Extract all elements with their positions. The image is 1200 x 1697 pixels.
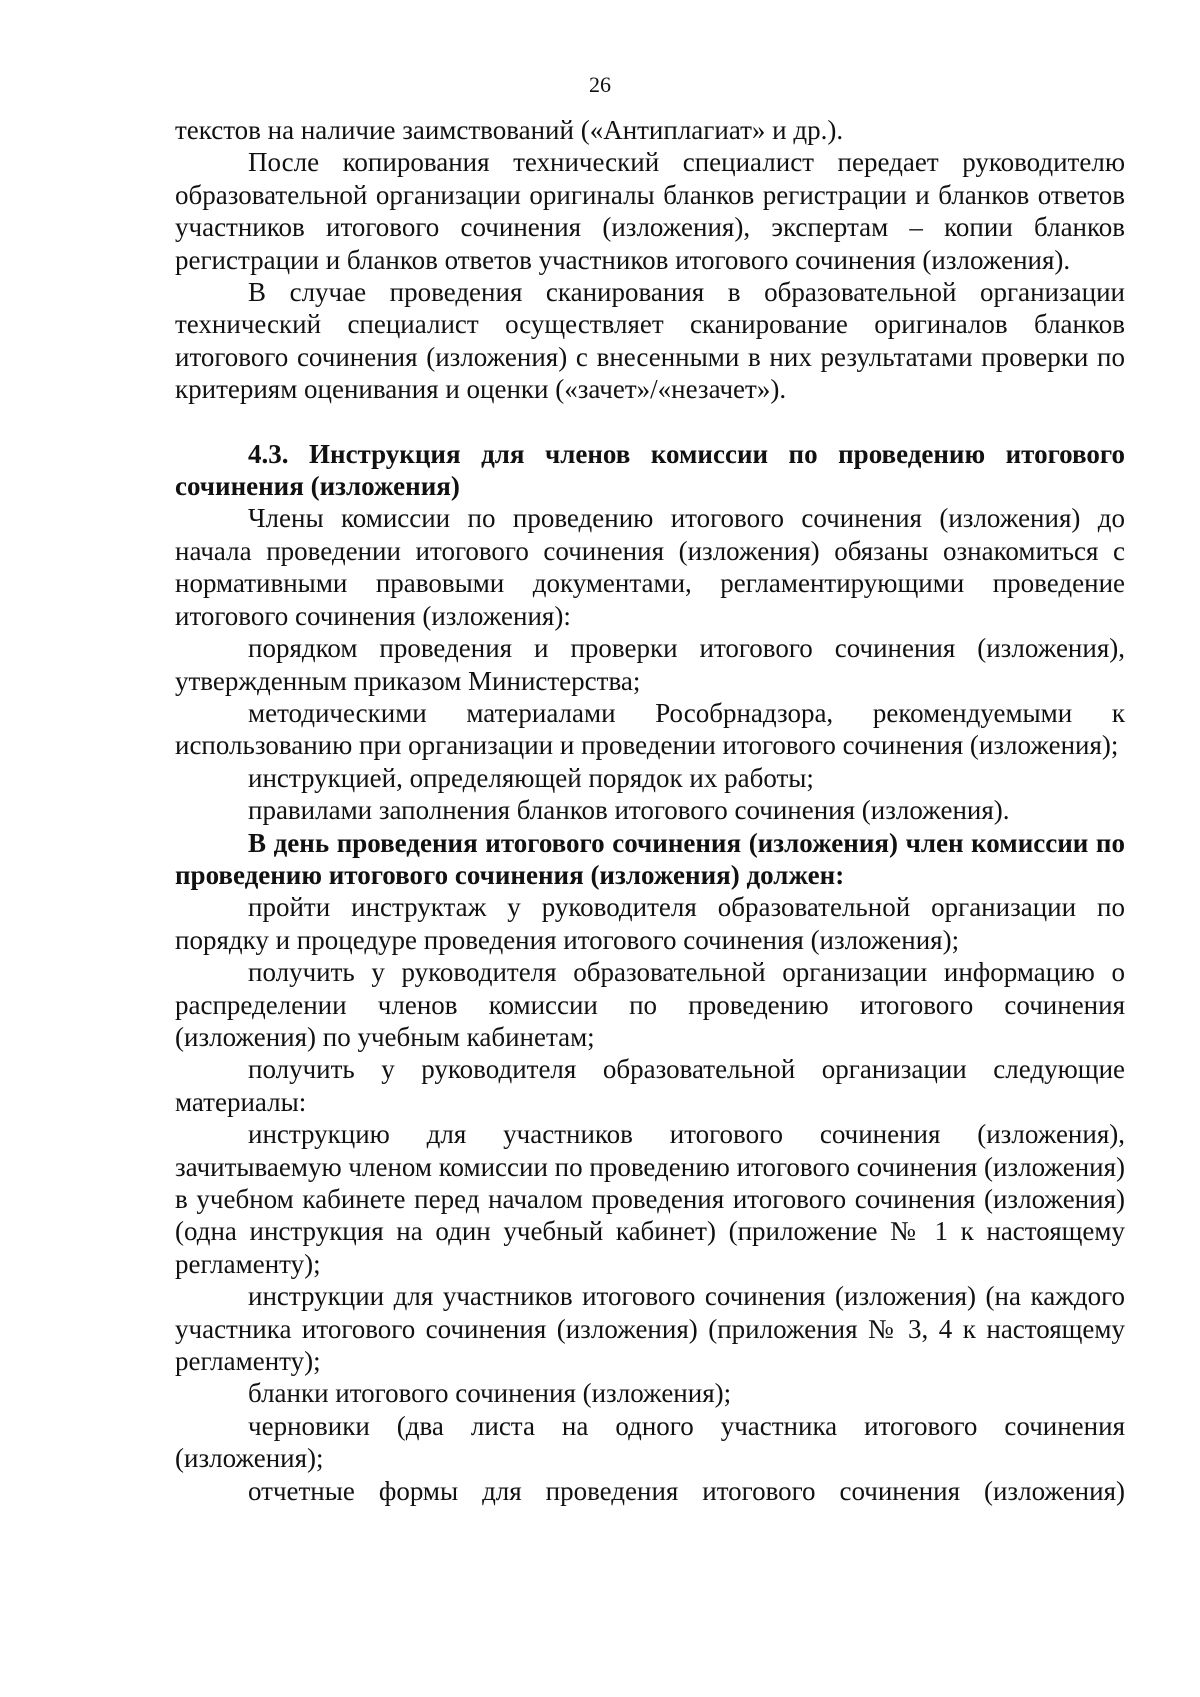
list-item: бланки итогового сочинения (изложения); [248, 1378, 732, 1409]
list-item: инструкцией, определяющей порядок их работы; [248, 762, 814, 793]
paragraph: текстов на наличие заимствований («Антиплагиат» и др.). [175, 115, 844, 145]
list-item: черновики (два листа на одного участника итогового сочинения (изложения); [175, 1410, 1125, 1474]
list-item: отчетные формы для проведения итогового сочинения (изложения) [248, 1475, 1125, 1506]
paragraph: После копирования технический специалист передает руководителю образовательной организации оригиналы бланков регистрации и бланков ответов участников итогового сочинения (изложения), экспертам – копии бланков регистрации и бланков ответов участников итогового сочинения (изложения). [175, 147, 1125, 275]
section-heading: 4.3. Инструкция для членов комиссии по проведению итогового сочинения (изложения) [175, 438, 1125, 502]
list-item: инструкции для участников итогового сочинения (изложения) (на каждого участника итогового сочинения (изложения) (приложения № 3, 4 к настоящему регламенту); [175, 1281, 1125, 1377]
list-item: пройти инструктаж у руководителя образовательной организации по порядку и процедуре проведения итогового сочинения (изложения); [175, 892, 1125, 955]
paragraph: В случае проведения сканирования в образовательной организации технический специалист осуществляет сканирование оригиналов бланков итогового сочинения (изложения) с внесенными в них результатами проверки по критериям оценивания и оценки («зачет»/«незачет»). [175, 277, 1125, 405]
paragraph: Члены комиссии по проведению итогового сочинения (изложения) до начала проведении итогового сочинения (изложения) обязаны ознакомиться с нормативными правовыми документами, регламентирующими проведение итогового сочинения (изложения): [175, 503, 1125, 631]
document-body [175, 114, 1125, 1507]
list-item: правилами заполнения бланков итогового сочинения (изложения). [248, 795, 1010, 826]
list-item: получить у руководителя образовательной организации следующие материалы: [175, 1054, 1125, 1117]
list-item: методическими материалами Рособрнадзора, рекомендуемыми к использованию при организации и проведении итогового сочинения (изложения); [175, 697, 1125, 761]
list-item: получить у руководителя образовательной организации информацию о распределении членов комиссии по проведению итогового сочинения (изложения) по учебным кабинетам; [175, 957, 1125, 1052]
bold-paragraph: В день проведения итогового сочинения (изложения) член комиссии по проведению итогового сочинения (изложения) должен: [175, 827, 1125, 890]
list-item: порядком проведения и проверки итогового сочинения (изложения), утвержденным приказом Министерства; [175, 633, 1125, 696]
list-item: инструкцию для участников итогового сочинения (изложения), зачитываемую членом комиссии по проведению итогового сочинения (изложения) в учебном кабинете перед началом проведения итогового сочинения (изложения) (одна инструкция на один учебный кабинет) (приложение № 1 к настоящему регламенту); [175, 1119, 1125, 1279]
page-number: 26 [589, 72, 611, 97]
